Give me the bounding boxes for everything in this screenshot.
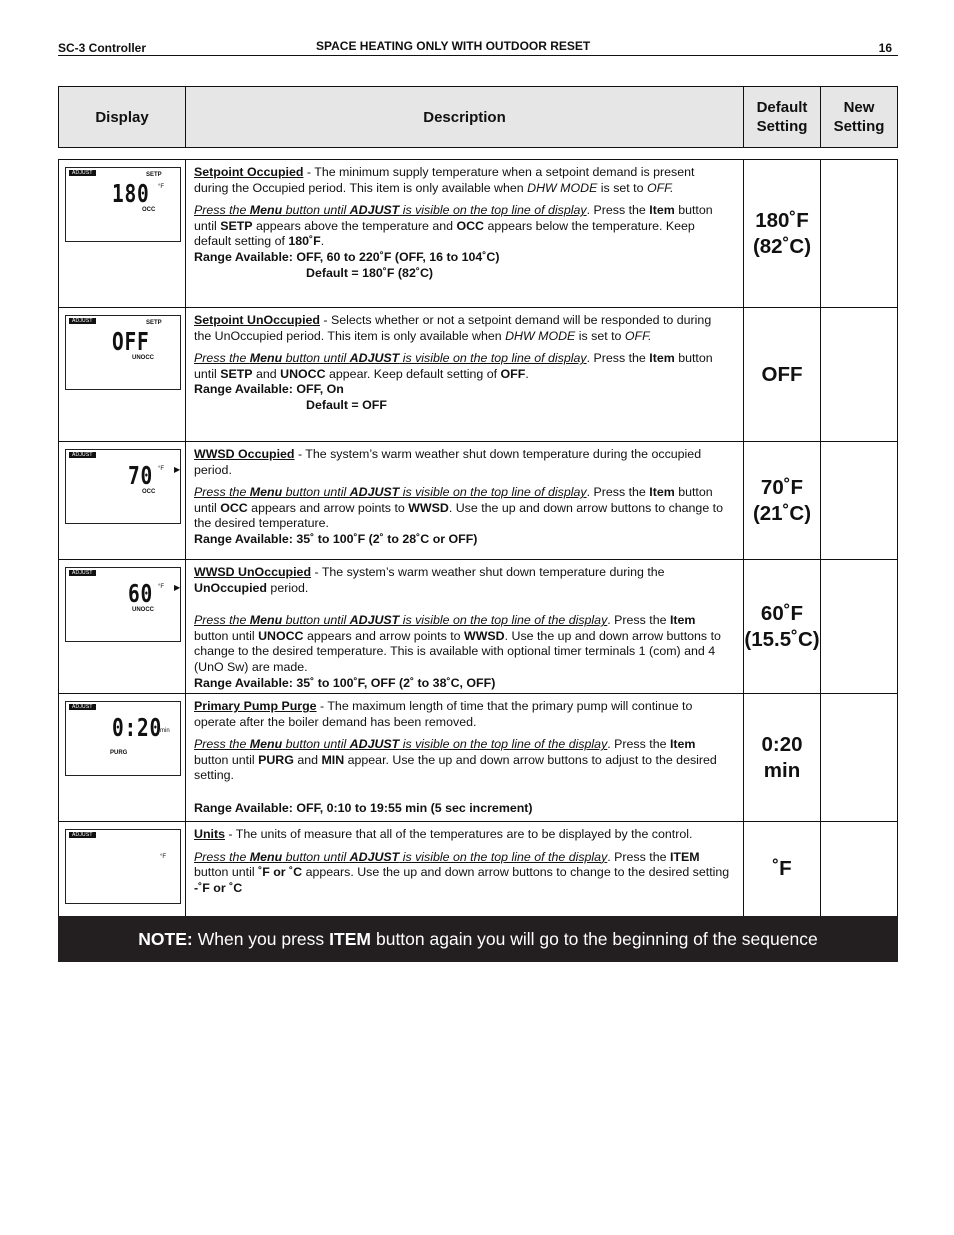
display-cell [59, 160, 186, 307]
lcd-top-label: SETP [146, 172, 162, 178]
item-title: WWSD Occupied [194, 447, 295, 461]
lcd-display [65, 449, 181, 524]
lcd-value: OFF [112, 327, 150, 356]
section-title: SPACE HEATING ONLY WITH OUTDOOR RESET [316, 39, 591, 53]
display-cell [59, 442, 186, 559]
lcd-value: 0:20 [112, 713, 163, 742]
display-cell [59, 822, 186, 916]
lcd-unit: °F [158, 584, 165, 590]
lcd-display [65, 167, 181, 242]
adjust-indicator: ADJUST [69, 452, 96, 458]
lcd-bottom-label: UNOCC [132, 355, 154, 361]
table-row [59, 822, 897, 916]
col-default-header: Default Setting [744, 87, 821, 147]
table-row [59, 442, 897, 560]
description-cell: Primary Pump Purge - The maximum length of time that the primary pump will continue to operate after the boiler demand has been removed. Press the Menu button until ADJUST is visible on the top line of the display. Press the Item button until PURG and MIN appear. Use the up and down arrow buttons to adjust to the desired setting. Range Available: OFF, 0:10 to 19:55 min (5 sec increment) [186, 694, 744, 821]
default-note: Default = 180˚F (82˚C) [306, 265, 434, 280]
item-title: WWSD UnOccupied [194, 565, 312, 579]
adjust-indicator: ADJUST [69, 318, 96, 324]
lcd-unit: °F [160, 854, 167, 860]
lcd-value: 180 [112, 179, 150, 208]
range-available: Range Available: 35˚ to 100˚F (2˚ to 28˚C or OFF) [194, 531, 478, 546]
range-available: Range Available: OFF, 60 to 220˚F (OFF, 16 to 104˚C) [194, 249, 500, 264]
new-setting-cell[interactable] [821, 822, 897, 916]
adjust-indicator: ADJUST [69, 704, 96, 710]
lcd-unit: °F [158, 466, 165, 472]
lcd-display [65, 701, 181, 776]
display-cell [59, 308, 186, 441]
page-header [58, 40, 898, 56]
note-banner: NOTE: When you press ITEM button again you will go to the beginning of the sequence [58, 916, 898, 962]
lcd-bottom-label: OCC [142, 207, 156, 213]
description-cell: WWSD UnOccupied - The system’s warm weather shut down temperature during the UnOccupied period. Press the Menu button until ADJUST is visible on the top line of the display. Press the Item button until UNOCC appears and arrow points to WWSD. Use the up and down arrow buttons to change to the desired temperature. This is available with optional timer terminals 1 (com) and 4 (UnO Sw) are made. Range Available: 35˚ to 100˚F, OFF (2˚ to 38˚C, OFF) [186, 560, 744, 693]
settings-table [58, 159, 898, 917]
lcd-unit: min [160, 728, 170, 734]
new-setting-cell[interactable] [821, 694, 897, 821]
lcd-bottom-label: PURG [110, 750, 128, 756]
item-title: Setpoint UnOccupied [194, 313, 320, 327]
lcd-value: 70 [128, 461, 154, 490]
lcd-top-label: SETP [146, 320, 162, 326]
col-new-header: New Setting [833, 99, 885, 135]
table-header [58, 86, 898, 148]
item-title: Units [194, 827, 225, 841]
lcd-bottom-label: UNOCC [132, 607, 154, 613]
adjust-indicator: ADJUST [69, 570, 96, 576]
description-cell: WWSD Occupied - The system’s warm weather shut down temperature during the occupied period. Press the Menu button until ADJUST is visible on the top line of display. Press the Item button until OCC appears and arrow points to WWSD. Use the up and down arrow buttons to change to the desired temperature. Range Available: 35˚ to 100˚F (2˚ to 28˚C or OFF) [186, 442, 744, 559]
default-note: Default = OFF [306, 397, 387, 412]
display-cell [59, 694, 186, 821]
page-number: 16 [878, 41, 892, 55]
table-row [59, 560, 897, 694]
default-setting: 180˚F (82˚C) [744, 160, 821, 307]
wwsd-arrow-icon: ▶ [174, 583, 181, 592]
range-available: Range Available: OFF, 0:10 to 19:55 min (5 sec increment) [194, 800, 533, 815]
item-title: Setpoint Occupied [194, 165, 304, 179]
description-cell: Setpoint Occupied - The minimum supply temperature when a setpoint demand is present during the Occupied period. This item is only available when DHW MODE is set to OFF. Press the Menu button until ADJUST is visible on the top line of display. Press the Item button until SETP appears above the temperature and OCC appears below the temperature. Keep default setting of 180˚F. Range Available: OFF, 60 to 220˚F (OFF, 16 to 104˚C) Default = 180˚F (82˚C) [186, 160, 744, 307]
lcd-bottom-label: OCC [142, 489, 156, 495]
table-row [59, 694, 897, 822]
default-setting: OFF [744, 308, 821, 441]
lcd-display [65, 829, 181, 904]
table-row [59, 308, 897, 442]
new-setting-cell[interactable] [821, 442, 897, 559]
new-setting-cell[interactable] [821, 560, 897, 693]
lcd-unit: °F [158, 184, 165, 190]
range-available: Range Available: OFF, On [194, 382, 344, 397]
default-setting: ˚F [744, 822, 821, 916]
range-available: Range Available: 35˚ to 100˚F, OFF (2˚ to 38˚C, OFF) [194, 675, 496, 690]
wwsd-arrow-icon: ▶ [174, 465, 181, 474]
adjust-indicator: ADJUST [69, 170, 96, 176]
default-setting: 70˚F (21˚C) [744, 442, 821, 559]
adjust-indicator: ADJUST [69, 832, 96, 838]
manual-title: SC-3 Controller [58, 41, 147, 55]
note-label: NOTE: [138, 928, 193, 949]
col-display-header: Display [59, 87, 186, 147]
table-row [59, 160, 897, 308]
description-cell: Setpoint UnOccupied - Selects whether or not a setpoint demand will be responded to during the UnOccupied period. This item is only available when DHW MODE is set to OFF. Press the Menu button until ADJUST is visible on the top line of display. Press the Item button until SETP and UNOCC appear. Keep default setting of OFF. Range Available: OFF, On Default = OFF [186, 308, 744, 441]
lcd-display [65, 315, 181, 390]
new-setting-cell[interactable] [821, 308, 897, 441]
col-description-header: Description [186, 87, 744, 147]
lcd-value: 60 [128, 579, 154, 608]
new-setting-cell[interactable] [821, 160, 897, 307]
display-cell [59, 560, 186, 693]
description-cell: Units - The units of measure that all of the temperatures are to be displayed by the control. Press the Menu button until ADJUST is visible on the top line of the display. Press the ITEM button until ˚F or ˚C appears. Use the up and down arrow buttons to change to the desired setting -˚F or ˚C [186, 822, 744, 916]
default-setting: 0:20 min [744, 694, 821, 821]
default-setting: 60˚F (15.5˚C) [744, 560, 821, 693]
item-title: Primary Pump Purge [194, 699, 317, 713]
lcd-display [65, 567, 181, 642]
